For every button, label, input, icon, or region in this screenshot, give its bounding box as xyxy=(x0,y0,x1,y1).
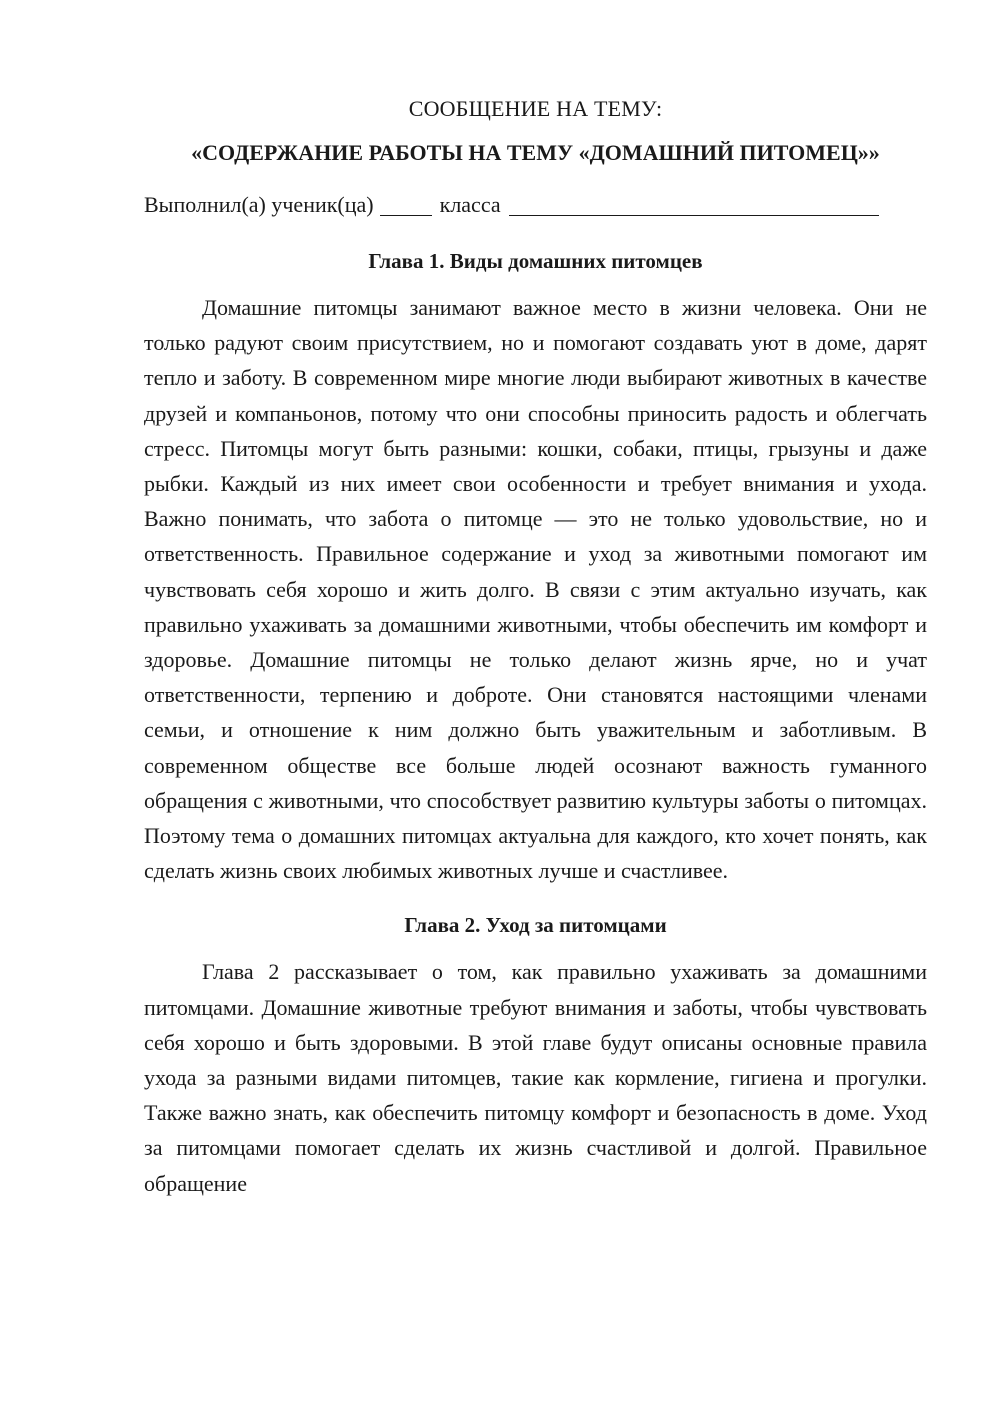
chapter-2-heading: Глава 2. Уход за питомцами xyxy=(404,913,667,938)
class-label: класса xyxy=(439,192,501,217)
chapter-1-paragraph: Домашние питомцы занимают важное место в жизни человека. Они не только радуют своим присутствием, но и помогают создавать уют в доме, дарят тепло и заботу. В современном мире многие люди выбирают животных в качестве друзей и компаньонов, потому что они способны приносить радость и облегчать стресс. Питомцы могут быть разными: кошки, собаки, птицы, грызуны и даже рыбки. Каждый из них имеет свои особенности и требует внимания и ухода. Важно понимать, что забота о питомце — это не только удовольствие, но и ответственность. Правильное содержание и уход за животными помогают им чувствовать себя хорошо и жить долго. В связи с этим актуально изучать, как правильно ухаживать за домашними животными, чтобы обеспечить им комфорт и здоровье. Домашние питомцы не только делают жизнь ярче, но и учат ответственности, терпению и доброте. Они становятся настоящими членами семьи, и отношение к ним должно быть уважительным и заботливым. В современном обществе все больше людей осознают важность гуманного обращения с животными, что способствует развитию культуры заботы о питомцах. Поэтому тема о домашних питомцах актуальна для каждого, кто хочет понять, как сделать жизнь своих любимых животных лучше и счастливее. xyxy=(144,295,927,884)
document-title: СООБЩЕНИЕ НА ТЕМУ: xyxy=(408,96,663,121)
author-label: Выполнил(а) ученик(ца) xyxy=(144,192,374,217)
student-name-blank xyxy=(509,193,879,216)
author-line xyxy=(144,188,927,222)
document-subtitle: «СОДЕРЖАНИЕ РАБОТЫ НА ТЕМУ «ДОМАШНИЙ ПИТОМЕЦ»» xyxy=(191,140,880,165)
chapter-2-paragraph: Глава 2 рассказывает о том, как правильно ухаживать за домашними питомцами. Домашние животные требуют внимания и заботы, чтобы чувствовать себя хорошо и быть здоровыми. В этой главе будут описаны основные правила ухода за разными видами питомцев, такие как кормление, гигиена и прогулки. Также важно знать, как обеспечить питомцу комфорт и безопасность в доме. Уход за питомцами помогает сделать их жизнь счастливой и долгой. Правильное обращение xyxy=(144,959,927,1196)
class-number-blank xyxy=(380,193,432,216)
chapter-1-heading: Глава 1. Виды домашних питомцев xyxy=(368,249,703,273)
page-content xyxy=(144,92,927,1201)
